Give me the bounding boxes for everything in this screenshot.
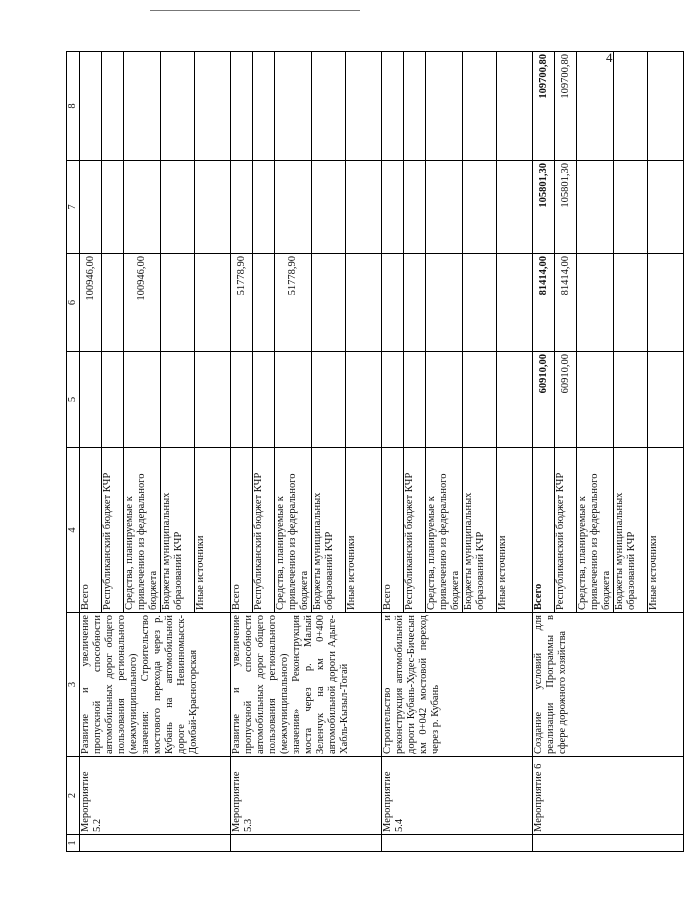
amount-cell: 81414,00 (555, 254, 577, 352)
amount-cell (346, 254, 382, 352)
amount-cell (577, 161, 614, 254)
amount-cell (404, 52, 426, 161)
header-cell: 3 (67, 613, 80, 757)
amount-cell: 60910,00 (555, 352, 577, 448)
amount-cell (426, 52, 463, 161)
amount-cell (382, 352, 404, 448)
amount-cell (497, 52, 533, 161)
amount-cell (102, 161, 124, 254)
funding-source: Бюджеты муниципальных образований КЧР (161, 448, 195, 613)
amount-cell (577, 254, 614, 352)
amount-cell (497, 352, 533, 448)
event-code: Мероприятие 5.4 (382, 757, 533, 835)
amount-cell: 105801,30 (533, 161, 555, 254)
amount-cell (312, 161, 346, 254)
header-cell: 2 (67, 757, 80, 835)
amount-cell (382, 161, 404, 254)
rotated-page (66, 52, 659, 852)
event-code: Мероприятие 5.2 (80, 757, 231, 835)
amount-cell (404, 254, 426, 352)
amount-cell (463, 352, 497, 448)
row-number-cell (533, 835, 684, 852)
amount-cell (231, 52, 253, 161)
amount-cell (124, 352, 161, 448)
header-row (67, 52, 80, 852)
funding-source: Средства, планируемые к привлечению из федерального бюджета (426, 448, 463, 613)
amount-cell (253, 352, 275, 448)
amount-cell (382, 52, 404, 161)
amount-cell (577, 52, 614, 161)
amount-cell (80, 352, 102, 448)
amount-cell (312, 254, 346, 352)
amount-cell (312, 52, 346, 161)
funding-source: Республиканский бюджет КЧР (404, 448, 426, 613)
amount-cell: 105801,30 (555, 161, 577, 254)
amount-cell (195, 52, 231, 161)
amount-cell (161, 52, 195, 161)
funding-source: Бюджеты муниципальных образований КЧР (463, 448, 497, 613)
amount-cell (614, 52, 648, 161)
amount-cell (102, 52, 124, 161)
funding-source: Иные источники (346, 448, 382, 613)
funding-source: Средства, планируемые к привлечению из федерального бюджета (275, 448, 312, 613)
amount-cell (648, 161, 684, 254)
header-cell: 8 (67, 52, 80, 161)
funding-source: Иные источники (497, 448, 533, 613)
funding-source: Бюджеты муниципальных образований КЧР (614, 448, 648, 613)
amount-cell (161, 161, 195, 254)
amount-cell: 109700,80 (555, 52, 577, 161)
amount-cell (161, 352, 195, 448)
header-cell: 1 (67, 835, 80, 852)
amount-cell (195, 352, 231, 448)
amount-cell: 51778,90 (275, 254, 312, 352)
table-row (382, 52, 404, 852)
funding-source: Бюджеты муниципальных образований КЧР (312, 448, 346, 613)
page-number: 4 (606, 50, 613, 65)
amount-cell (346, 352, 382, 448)
amount-cell: 100946,00 (124, 254, 161, 352)
funding-source: Всего (231, 448, 253, 613)
amount-cell (161, 254, 195, 352)
amount-cell: 100946,00 (80, 254, 102, 352)
amount-cell (346, 52, 382, 161)
amount-cell (426, 352, 463, 448)
amount-cell: 81414,00 (533, 254, 555, 352)
amount-cell: 60910,00 (533, 352, 555, 448)
table-row (231, 52, 253, 852)
amount-cell (124, 161, 161, 254)
table-body (67, 52, 684, 852)
amount-cell (577, 352, 614, 448)
amount-cell (614, 254, 648, 352)
amount-cell (497, 161, 533, 254)
row-number-cell (80, 835, 231, 852)
funding-source: Республиканский бюджет КЧР (102, 448, 124, 613)
amount-cell (195, 254, 231, 352)
amount-cell: 51778,90 (231, 254, 253, 352)
amount-cell (463, 161, 497, 254)
amount-cell (346, 161, 382, 254)
amount-cell (80, 52, 102, 161)
amount-cell (102, 352, 124, 448)
amount-cell (426, 254, 463, 352)
amount-cell (426, 161, 463, 254)
amount-cell (463, 254, 497, 352)
funding-source: Иные источники (195, 448, 231, 613)
funding-source: Средства, планируемые к привлечению из федерального бюджета (124, 448, 161, 613)
funding-source: Всего (382, 448, 404, 613)
amount-cell (275, 52, 312, 161)
amount-cell (253, 52, 275, 161)
amount-cell (614, 161, 648, 254)
event-name: Развитие и увеличение пропускной способности автомобильных дорог общего пользования регионального (межмуниципального) значения: Строительство мостового перехода через р. Кубань на автомобильной дороге Невинномысск-Домбай-Красногорская (80, 613, 231, 757)
scan-edge-line (150, 10, 360, 11)
amount-cell (648, 254, 684, 352)
table-row (80, 52, 102, 852)
amount-cell (124, 52, 161, 161)
table-row (533, 52, 555, 852)
event-name: Строительство и реконструкция автомобильной дороги Кубань-Худес-Бичесын км 0+042 мостовой переход через р. Кубань (382, 613, 533, 757)
funding-source: Всего (80, 448, 102, 613)
funding-table (66, 51, 684, 852)
amount-cell (382, 254, 404, 352)
funding-source: Иные источники (648, 448, 684, 613)
header-cell: 6 (67, 254, 80, 352)
row-number-cell (231, 835, 382, 852)
amount-cell (102, 254, 124, 352)
amount-cell (497, 254, 533, 352)
event-code: Мероприятие 6 (533, 757, 684, 835)
amount-cell (463, 52, 497, 161)
event-name: Создание условий для реализации Программы в сфере дорожного хозяйства (533, 613, 684, 757)
amount-cell (275, 161, 312, 254)
amount-cell (231, 352, 253, 448)
funding-source: Республиканский бюджет КЧР (253, 448, 275, 613)
funding-source: Республиканский бюджет КЧР (555, 448, 577, 613)
amount-cell (253, 254, 275, 352)
amount-cell (80, 161, 102, 254)
event-name: Развитие и увеличение пропускной способности автомобильных дорог общего пользования регионального (межмуниципального) значения» Реконструкция моста через р. Малый Зеленчук на км 0+400 автомобильной дороги Адыге-Хабль-Кызыл-Тогай (231, 613, 382, 757)
amount-cell: 109700,80 (533, 52, 555, 161)
header-cell: 4 (67, 448, 80, 613)
header-cell: 5 (67, 352, 80, 448)
amount-cell (648, 352, 684, 448)
funding-source: Средства, планируемые к привлечению из федерального бюджета (577, 448, 614, 613)
amount-cell (614, 352, 648, 448)
amount-cell (404, 161, 426, 254)
amount-cell (195, 161, 231, 254)
amount-cell (253, 161, 275, 254)
row-number-cell (382, 835, 533, 852)
amount-cell (275, 352, 312, 448)
event-code: Мероприятие 5.3 (231, 757, 382, 835)
funding-source: Всего (533, 448, 555, 613)
amount-cell (231, 161, 253, 254)
amount-cell (648, 52, 684, 161)
header-cell: 7 (67, 161, 80, 254)
amount-cell (404, 352, 426, 448)
amount-cell (312, 352, 346, 448)
